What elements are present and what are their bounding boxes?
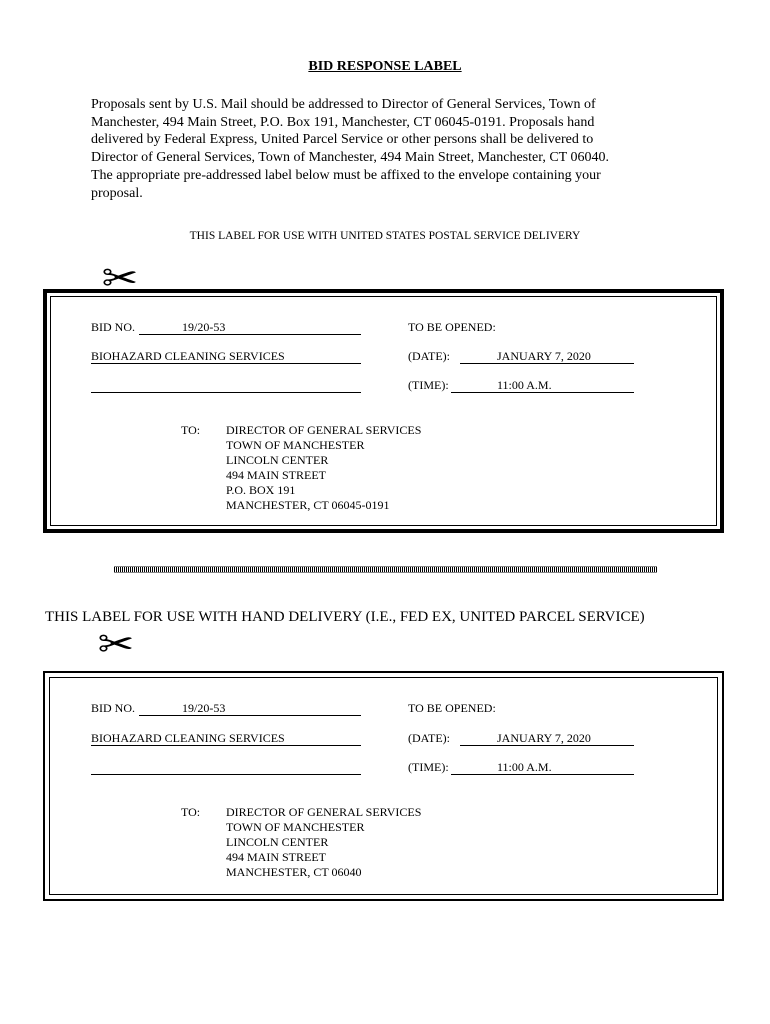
mailing-address	[226, 423, 421, 513]
date-value: JANUARY 7, 2020	[497, 349, 591, 363]
page-title: BID RESPONSE LABEL	[308, 59, 462, 74]
date-label: (DATE):	[408, 731, 450, 745]
bid-no-value: 19/20-53	[182, 701, 226, 715]
to-be-opened-label: TO BE OPENED:	[408, 320, 496, 334]
blank-line	[91, 760, 361, 775]
scissors-icon: ✂	[101, 256, 139, 300]
address-line: 494 MAIN STREET	[226, 468, 326, 482]
intro-line: delivered by Federal Express, United Parcel Service or other persons shall be delivered to	[91, 132, 594, 148]
time-value: 11:00 A.M.	[497, 378, 552, 392]
address-line: 494 MAIN STREET	[226, 850, 326, 864]
delivery-address	[226, 805, 421, 880]
address-line: TOWN OF MANCHESTER	[226, 438, 365, 452]
usps-label-heading: THIS LABEL FOR USE WITH UNITED STATES POSTAL SERVICE DELIVERY	[189, 230, 581, 242]
address-line: MANCHESTER, CT 06040	[226, 865, 362, 879]
address-line: TOWN OF MANCHESTER	[226, 820, 365, 834]
time-value: 11:00 A.M.	[497, 760, 552, 774]
date-value: JANUARY 7, 2020	[497, 731, 591, 745]
address-line: LINCOLN CENTER	[226, 453, 329, 467]
bid-no-value: 19/20-53	[182, 320, 226, 334]
bid-no-line	[139, 701, 361, 716]
intro-paragraph	[91, 96, 691, 202]
time-label: (TIME):	[408, 378, 449, 392]
bid-no-line	[139, 320, 361, 335]
to-label: TO:	[181, 805, 201, 819]
to-label: TO:	[181, 423, 201, 437]
scissors-icon: ✂	[97, 622, 135, 666]
address-line: MANCHESTER, CT 06045-0191	[226, 498, 390, 512]
cut-line-divider	[114, 566, 657, 573]
intro-line: The appropriate pre-addressed label below must be affixed to the envelope containing your	[91, 167, 601, 183]
description-line	[91, 349, 361, 364]
bid-no-label: BID NO.	[91, 701, 135, 715]
address-line: DIRECTOR OF GENERAL SERVICES	[226, 805, 422, 819]
bid-description: BIOHAZARD CLEANING SERVICES	[91, 731, 285, 745]
hand-delivery-heading: THIS LABEL FOR USE WITH HAND DELIVERY (I.E., FED EX, UNITED PARCEL SERVICE)	[45, 609, 645, 625]
address-line: DIRECTOR OF GENERAL SERVICES	[226, 423, 422, 437]
date-label: (DATE):	[408, 349, 450, 363]
description-line	[91, 731, 361, 746]
to-be-opened-label: TO BE OPENED:	[408, 701, 496, 715]
bid-description: BIOHAZARD CLEANING SERVICES	[91, 349, 285, 363]
address-line: P.O. BOX 191	[226, 483, 296, 497]
blank-line	[91, 378, 361, 393]
intro-line: proposal.	[91, 185, 143, 201]
address-line: LINCOLN CENTER	[226, 835, 329, 849]
bid-no-label: BID NO.	[91, 320, 135, 334]
intro-line: Manchester, 494 Main Street, P.O. Box 191, Manchester, CT 06045-0191. Proposals hand	[91, 114, 595, 130]
intro-line: Director of General Services, Town of Manchester, 494 Main Street, Manchester, CT 06040.	[91, 150, 609, 166]
time-label: (TIME):	[408, 760, 449, 774]
intro-line: Proposals sent by U.S. Mail should be addressed to Director of General Services, Town of	[91, 97, 596, 112]
